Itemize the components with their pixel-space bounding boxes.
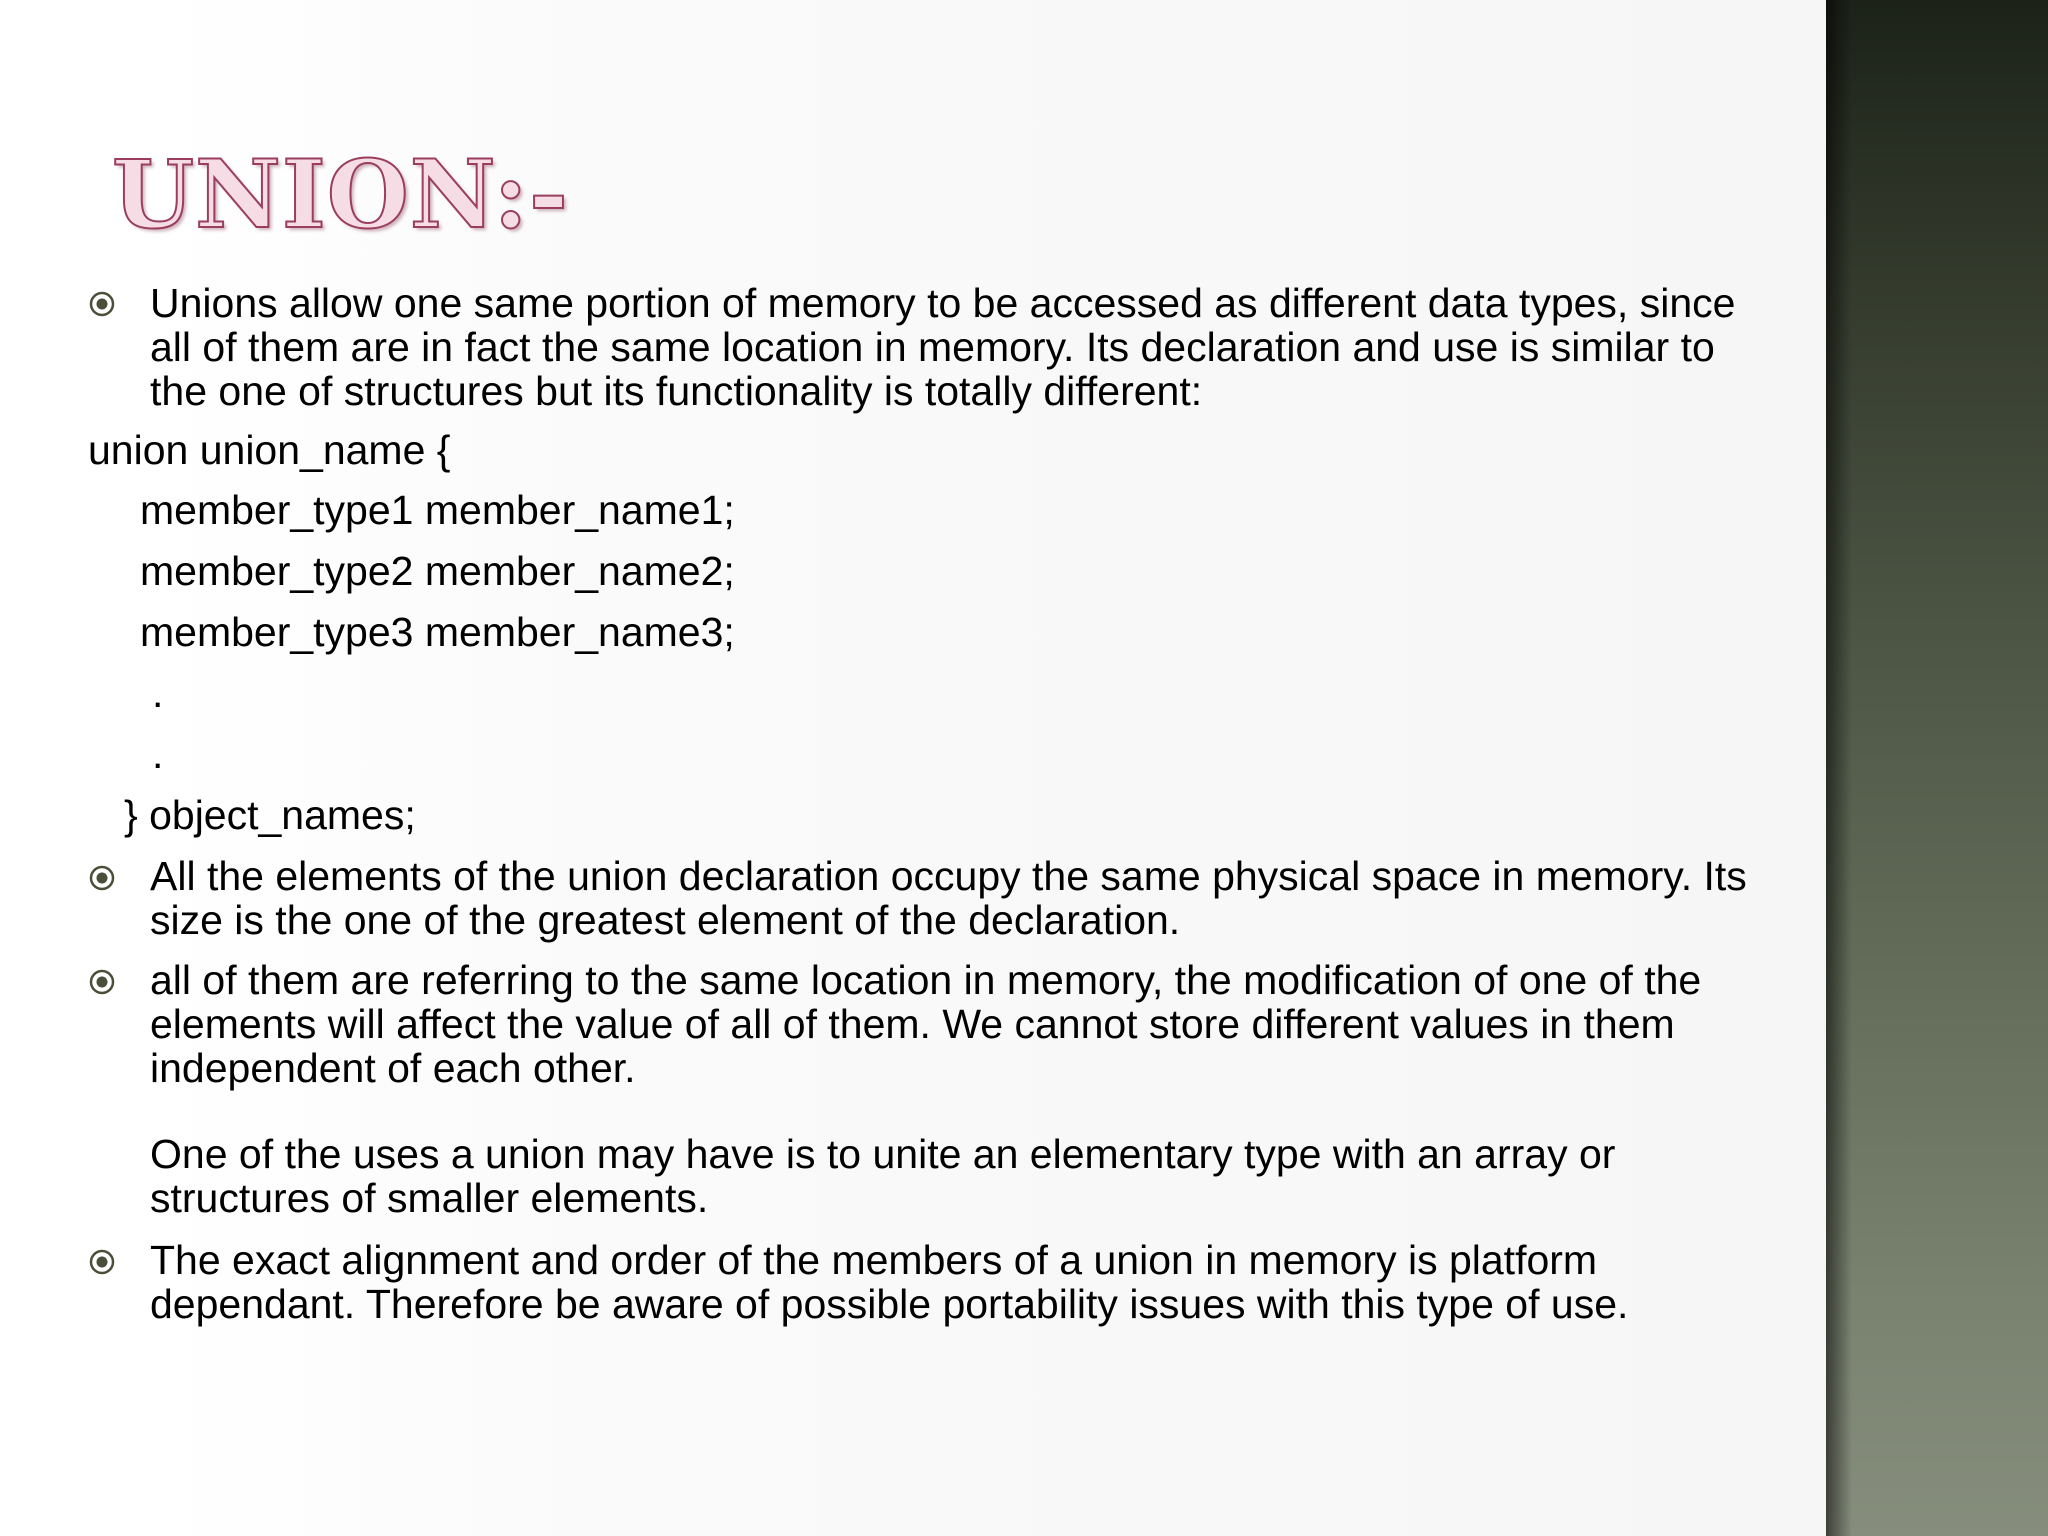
extra-paragraph: One of the uses a union may have is to unite an elementary type with an array or structures of smaller elements. (150, 1131, 1616, 1221)
code-line-6: . (152, 731, 164, 777)
circled-dot-icon (88, 864, 116, 892)
circled-dot-icon (88, 968, 116, 996)
code-line-5: . (152, 670, 164, 716)
code-line-3: member_type2 member_name2; (140, 548, 735, 594)
circled-dot-icon (88, 1248, 116, 1276)
bullet-text-1: Unions allow one same portion of memory to be accessed as different data types, since all of them are in fact the same location in memory. Its declaration and use is similar to the one of structures but its functionality is totally different: (150, 280, 1736, 414)
bullet-text-3: all of them are referring to the same location in memory, the modification of one of the elements will affect the value of all of them. We cannot store different values in them independent of each other. (150, 957, 1702, 1091)
code-line-4: member_type3 member_name3; (140, 609, 735, 655)
code-line-1: union union_name { (88, 427, 451, 473)
bullet-text-2: All the elements of the union declaration occupy the same physical space in memory. Its size is the one of the greatest element of the declaration. (150, 853, 1747, 943)
code-line-7: } object_names; (124, 792, 416, 838)
bullet-text-4: The exact alignment and order of the members of a union in memory is platform dependant. Therefore be aware of possible portability issues with this type of use. (150, 1237, 1629, 1327)
slide-title: UNION:- (112, 140, 570, 250)
code-line-2: member_type1 member_name1; (140, 487, 735, 533)
circled-dot-icon (88, 290, 116, 318)
